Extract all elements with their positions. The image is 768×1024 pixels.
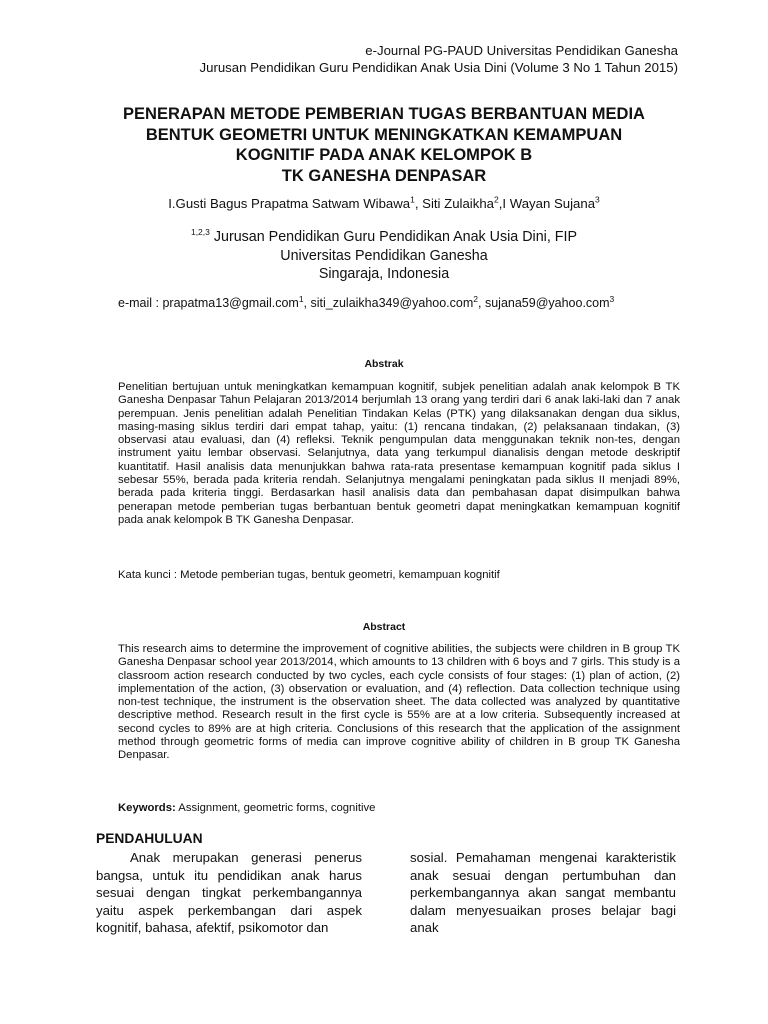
email-2: , siti_zulaikha349@yahoo.com	[303, 296, 474, 310]
author-3: ,I Wayan Sujana	[498, 196, 596, 211]
section-heading-pendahuluan: PENDAHULUAN	[96, 831, 203, 846]
author-1: I.Gusti Bagus Prapatma Satwam Wibawa	[168, 196, 411, 211]
affiliation-line-2: Universitas Pendidikan Ganesha	[280, 247, 488, 264]
abstract-body: This research aims to determine the improvement of cognitive abilities, the subjects were children in B group TK Ganesha Denpasar school year 2013/2014, which amounts to 13 children with 6 boys and 7 girls. This study is a classroom action research conducted by two cycles, each cycle consists of four stages: (1) plan of action, (2) implementation of the action, (3) observation or evaluation, and (4) reflection. Data collection technique using non-test technique, the instrument is the observation sheet. The data collected was analyzed by quantitative descriptive method. Research result in the first cycle is 55% are at a low criteria. Subsequently increased at second cycles to 89% are at high criteria. Conclusions of this research that the application of the assignment method through geometric forms of media can improve cognitive ability of children in B group TK Ganesha Denpasar.	[118, 643, 680, 762]
affiliation-line-3: Singaraja, Indonesia	[318, 266, 450, 282]
affiliation-line-1	[90, 228, 678, 247]
email-sup-2: 2	[473, 293, 479, 304]
abstrak-heading: Abstrak	[364, 358, 404, 370]
abstract-keywords	[118, 802, 680, 814]
paper-title	[90, 104, 678, 186]
author-3-sup: 3	[595, 194, 600, 205]
abstrak-body: Penelitian bertujuan untuk meningkatkan kemampuan kognitif, subjek penelitian adalah anak kelompok B TK Ganesha Denpasar Tahun Pelajaran 2013/2014 berjumlah 13 orang yang terdiri dari 6 anak laki-laki dan 7 anak perempuan. Jenis penelitian adalah Penelitian Tindakan Kelas (PTK) yang dilaksanakan dengan dua siklus, masing-masing siklus terdiri dari empat tahap, yaitu: (1) rencana tindakan, (2) pelaksanaan tindakan, (3) observasi atau evaluasi, dan (4) refleksi. Teknik pengumpulan data menggunakan teknik non-tes, dengan instrument yaitu lembar observasi. Selanjutnya, data yang terkumpul dianalisis dengan metode deskriptif kuantitatif. Hasil analisis data menunjukkan bahwa rata-rata presentase kemampuan kognitif pada siklus I sebesar 55%, berada pada kriteria rendah. Selanjutnya mengalami peningkatan pada siklus II menjadi 89%, berada pada kriteria tinggi. Berdasarkan hasil analisis data dan pembahasan dapat disimpulkan bahwa penerapan metode pemberian tugas berbantuan bentuk geometri dapat meningkatkan kemampuan kognitif pada anak kelompok B TK Ganesha Denpasar.	[118, 381, 680, 526]
title-line-3: KOGNITIF PADA ANAK KELOMPOK B	[235, 146, 533, 164]
affiliation-sup: 1,2,3	[190, 227, 210, 238]
journal-header	[200, 42, 678, 76]
email-sup-3: 3	[609, 293, 615, 304]
title-line-1: PENERAPAN METODE PEMBERIAN TUGAS BERBANTUAN MEDIA	[123, 105, 645, 123]
email-line	[118, 293, 688, 310]
keywords-label: Keywords:	[118, 802, 176, 814]
title-line-4: TK GANESHA DENPASAR	[281, 166, 487, 185]
author-list	[90, 196, 678, 211]
journal-volume: Jurusan Pendidikan Guru Pendidikan Anak Usia Dini (Volume 3 No 1 Tahun 2015)	[199, 60, 678, 75]
intro-left-column: Anak merupakan generasi penerus bangsa, untuk itu pendidikan anak harus sesuai dengan tingkat perkembangannya yaitu aspek perkembangan dari aspek kognitif, bahasa, afektif, psikomotor dan	[96, 850, 362, 935]
author-2: , Siti Zulaikha	[414, 196, 495, 211]
intro-right-column: sosial. Pemahaman mengenai karakteristik anak sesuai dengan pertumbuhan dan perkembangannya akan sangat membantu dalam menyesuaikan proses belajar bagi anak	[410, 850, 676, 935]
journal-name: e-Journal PG-PAUD Universitas Pendidikan Ganesha	[365, 43, 678, 58]
email-3: , sujana59@yahoo.com	[478, 296, 610, 310]
author-2-sup: 2	[494, 194, 499, 205]
email-sup-1: 1	[298, 293, 304, 304]
keywords-text: Assignment, geometric forms, cognitive	[175, 802, 376, 814]
affiliation	[90, 228, 678, 284]
author-1-sup: 1	[410, 194, 415, 205]
affiliation-dept: Jurusan Pendidikan Guru Pendidikan Anak Usia Dini, FIP	[209, 229, 578, 245]
title-line-2: BENTUK GEOMETRI UNTUK MENINGKATKAN KEMAMPUAN	[145, 125, 623, 144]
abstrak-keywords: Kata kunci : Metode pemberian tugas, bentuk geometri, kemampuan kognitif	[118, 569, 500, 581]
abstract-heading: Abstract	[362, 621, 406, 633]
email-1: e-mail : prapatma13@gmail.com	[118, 296, 299, 310]
